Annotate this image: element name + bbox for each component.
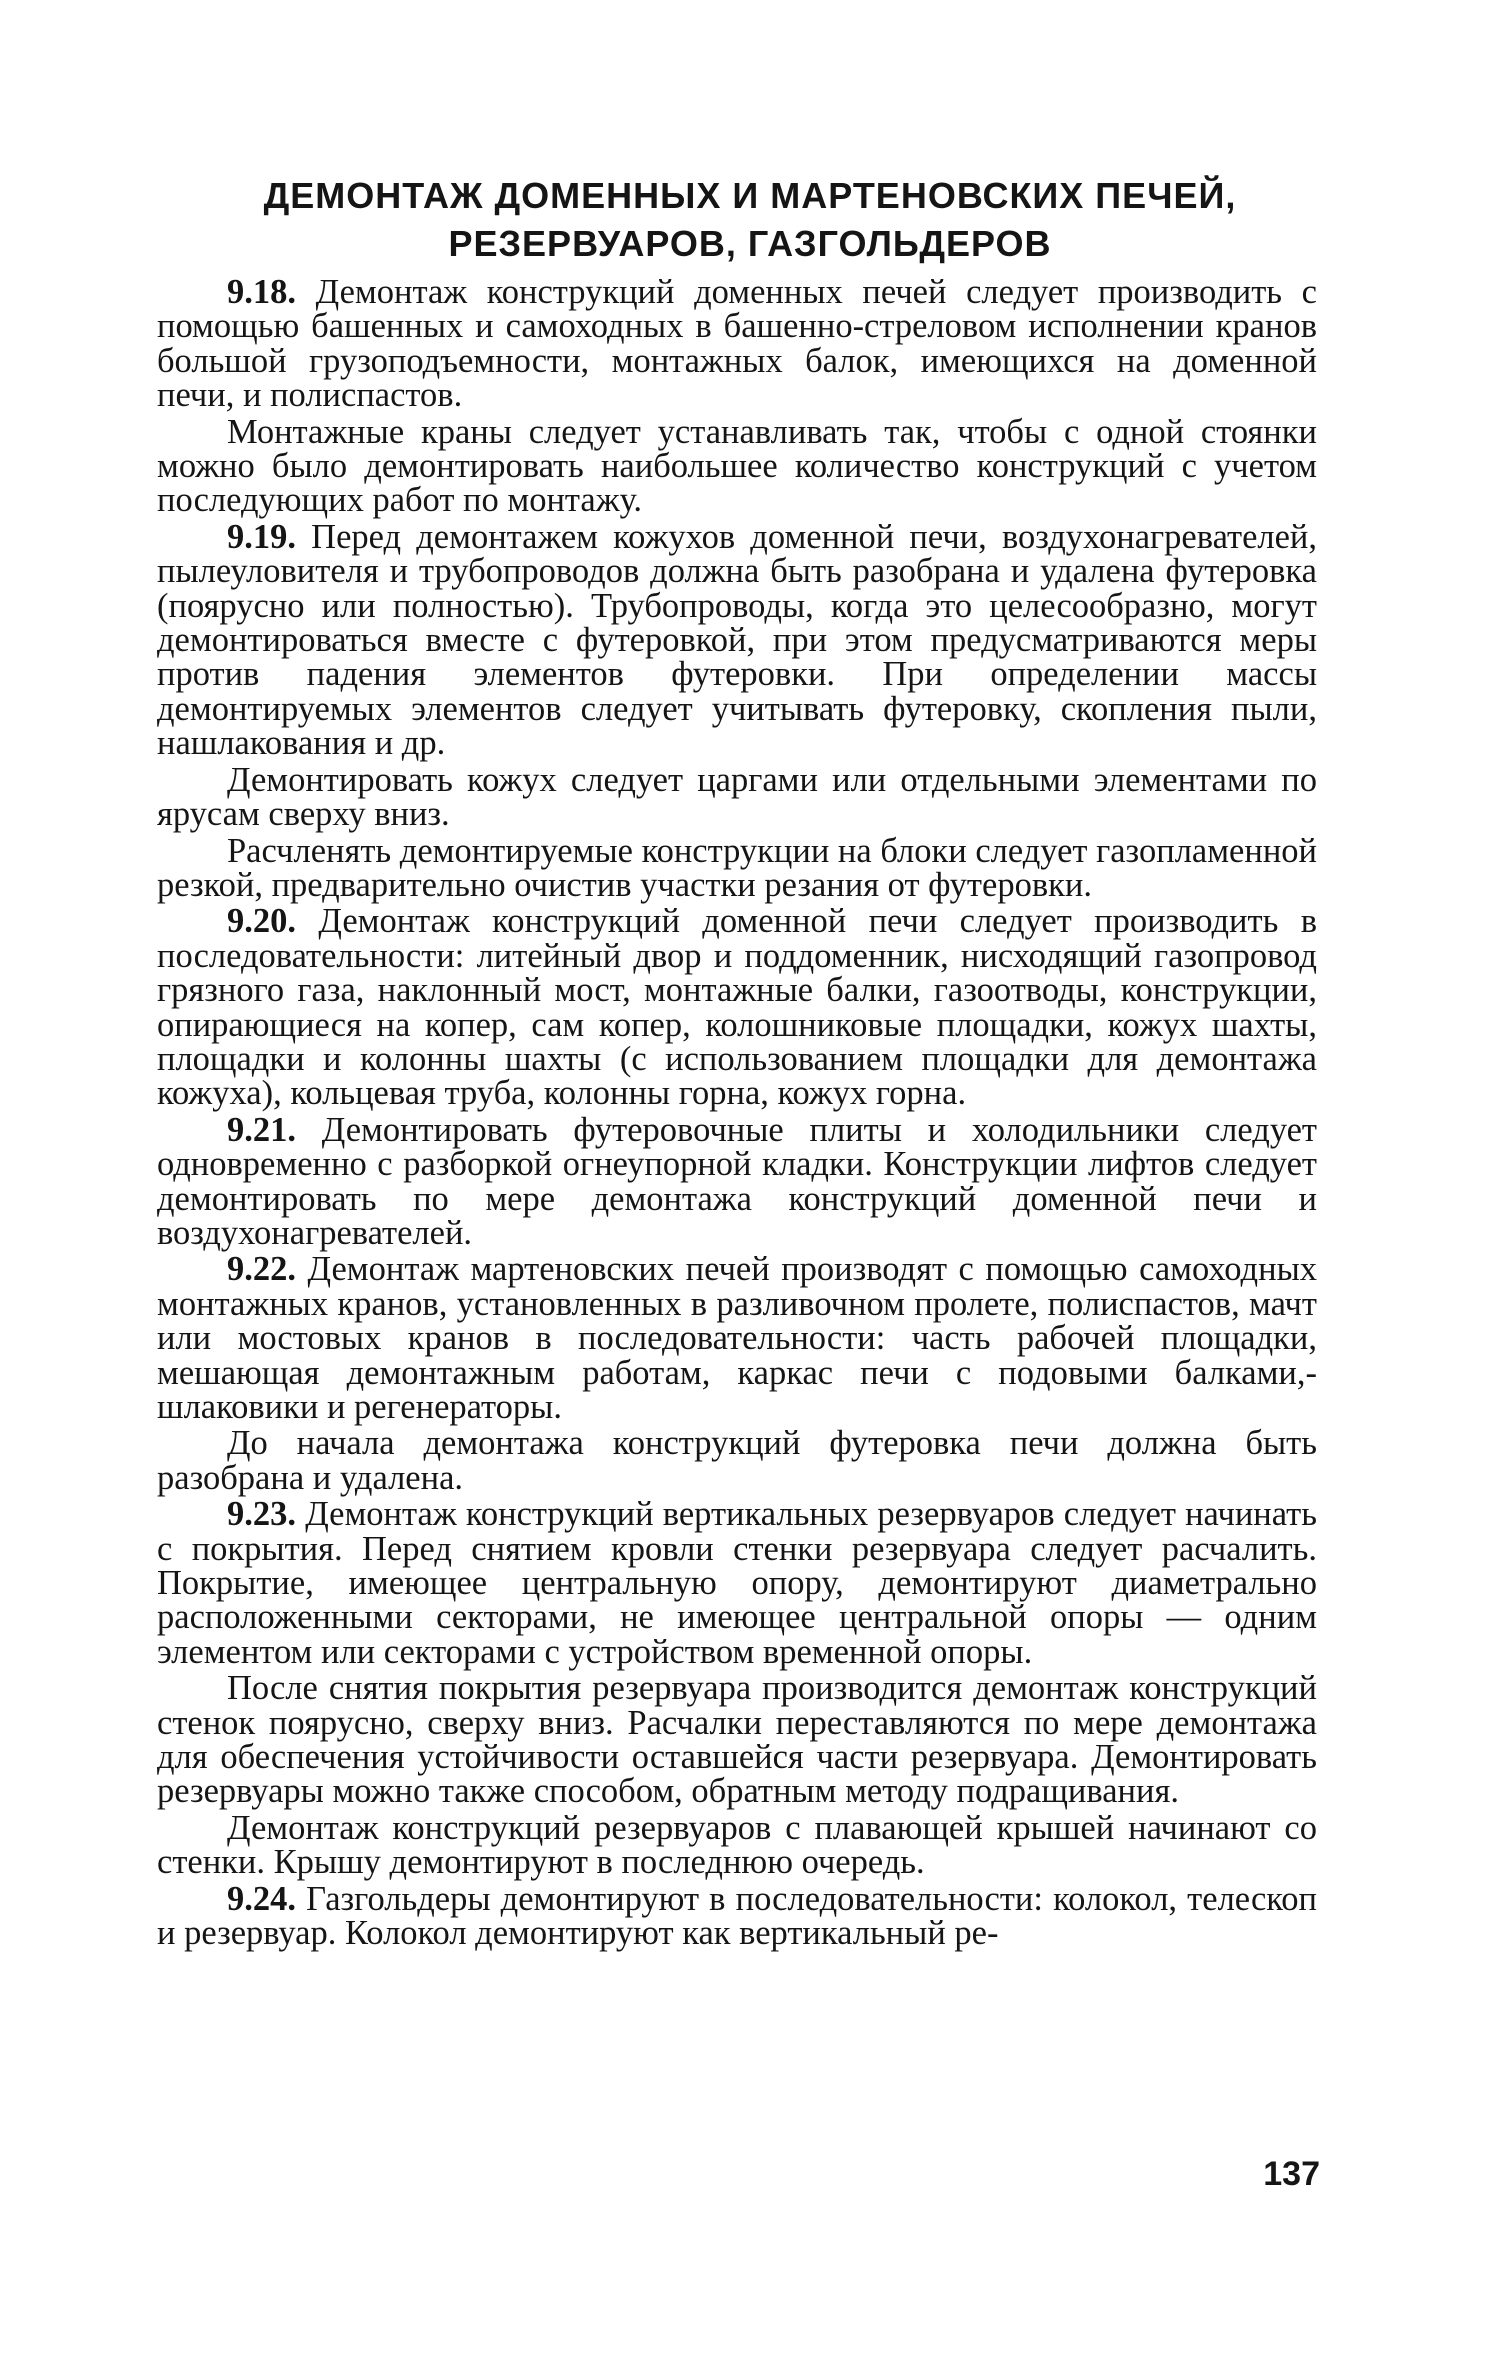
paragraph [157, 1808, 1317, 1882]
clause-number: 9.21. [227, 1110, 296, 1149]
section-heading [150, 172, 1350, 268]
clause-number: 9.20. [227, 902, 296, 941]
paragraph-text: Демонтировать кожух следует царгами или отдельными элементами по ярусам сверху вниз. [157, 760, 1317, 834]
paragraph [157, 1671, 1317, 1809]
paragraph-text: Демонтировать футеровочные плиты и холодильники следует одновременно с разборкой огнеупорной кладки. Конструкции лифтов следует демонтировать по мере демонтажа конструкций доменной печи и воздухонагревателей. [157, 1110, 1317, 1252]
paragraph [157, 831, 1318, 904]
page-number: 137 [1263, 2155, 1320, 2193]
clause-number: 9.18. [227, 273, 296, 311]
paragraph-text: Демонтаж конструкций резервуаров с плавающей крышей начинают со стенки. Крышу демонтируют в последнюю очередь. [157, 1808, 1317, 1882]
paragraph [157, 412, 1317, 520]
paragraph [157, 760, 1317, 834]
paragraph-9-19 [157, 517, 1317, 763]
paragraph [157, 1426, 1317, 1495]
paragraph-text: Перед демонтажем кожухов доменной печи, воздухонагревателей, пылеуловителя и трубопроводов должна быть разобрана и удалена футеровка (поярусно или полностью). Трубопроводы, когда это целесообразно, могут демонтироваться вместе с футеровкой, при этом предусматриваются меры против падения элементов футеровки. При определении массы демонтируемых элементов следует учитывать футеровку, скопления пыли, нашлакования и др. [157, 517, 1317, 763]
paragraph-text: Демонтаж конструкций доменных печей следует производить с помощью башенных и самоходных в башенно-стреловом исполнении кранов большой грузоподъемности, монтажных балок, имеющихся на доменной печи, и полиспастов. [157, 273, 1317, 415]
paragraph-text: Демонтаж конструкций доменной печи следует производить в последовательности: литейный двор и поддоменник, нисходящий газопровод грязного газа, наклонный мост, монтажные балки, газоотводы, конструкции, опирающиеся на копер, сам копер, колошниковые площадки, кожух шахты, площадки и колонны шахты (с использованием площадки для демонтажа кожуха), кольцевая труба, колонны горна, кожух горна. [157, 902, 1317, 1113]
paragraph-text: Монтажные краны следует устанавливать так, чтобы с одной стоянки можно было демонтировать наибольшее количество конструкций с учетом последующих работ по монтажу. [157, 412, 1317, 520]
heading-line-1: ДЕМОНТАЖ ДОМЕННЫХ И МАРТЕНОВСКИХ ПЕЧЕЙ, [263, 175, 1237, 216]
paragraph-9-20 [157, 902, 1317, 1113]
heading-line-2: РЕЗЕРВУАРОВ, ГАЗГОЛЬДЕРОВ [448, 223, 1052, 264]
paragraph-text: Демонтаж мартеновских печей производят с помощью самоходных монтажных кранов, установленных в разливочном пролете, полиспастов, мачт или мостовых кранов в последовательности: часть рабочей площадки, мешающая демонтажным работам, каркас печи с подовыми балками,- шлаковики и регенераторы. [157, 1250, 1317, 1426]
clause-number: 9.19. [227, 517, 296, 556]
paragraph-text: Демонтаж конструкций вертикальных резервуаров следует начинать с покрытия. Перед снятием кровли стенки резервуара следует расчалить. Покрытие, имеющее центральную опору, демонтируют диаметрально расположенными секторами, не имеющее центральной опоры — одним элементом или секторами с устройством временной опоры. [157, 1495, 1317, 1671]
paragraph-9-24 [157, 1879, 1317, 1953]
clause-number: 9.23. [227, 1495, 296, 1534]
paragraph-9-21 [157, 1110, 1317, 1252]
clause-number: 9.22. [227, 1250, 296, 1289]
paragraph-text: Расчленять демонтируемые конструкции на блоки следует газопламенной резкой, предварительно очистив участки резания от футеровки. [157, 831, 1318, 904]
paragraph-9-22 [157, 1252, 1317, 1424]
paragraph-9-18 [157, 275, 1317, 413]
paragraph-text: Газгольдеры демонтируют в последовательности: колокол, телескоп и резервуар. Колокол демонтируют как вертикальный ре- [157, 1879, 1317, 1953]
paragraph-9-23 [157, 1497, 1317, 1669]
paragraph-text: После снятия покрытия резервуара производится демонтаж конструкций стенок поярусно, сверху вниз. Расчалки переставляются по мере демонтажа для обеспечения устойчивости оставшейся части резервуара. Демонтировать резервуары можно также способом, обратным методу подращивания. [157, 1669, 1317, 1811]
clause-number: 9.24. [227, 1879, 296, 1918]
body-text [157, 275, 1317, 1953]
paragraph-text: До начала демонтажа конструкций футеровка печи должна быть разобрана и удалена. [157, 1424, 1317, 1497]
